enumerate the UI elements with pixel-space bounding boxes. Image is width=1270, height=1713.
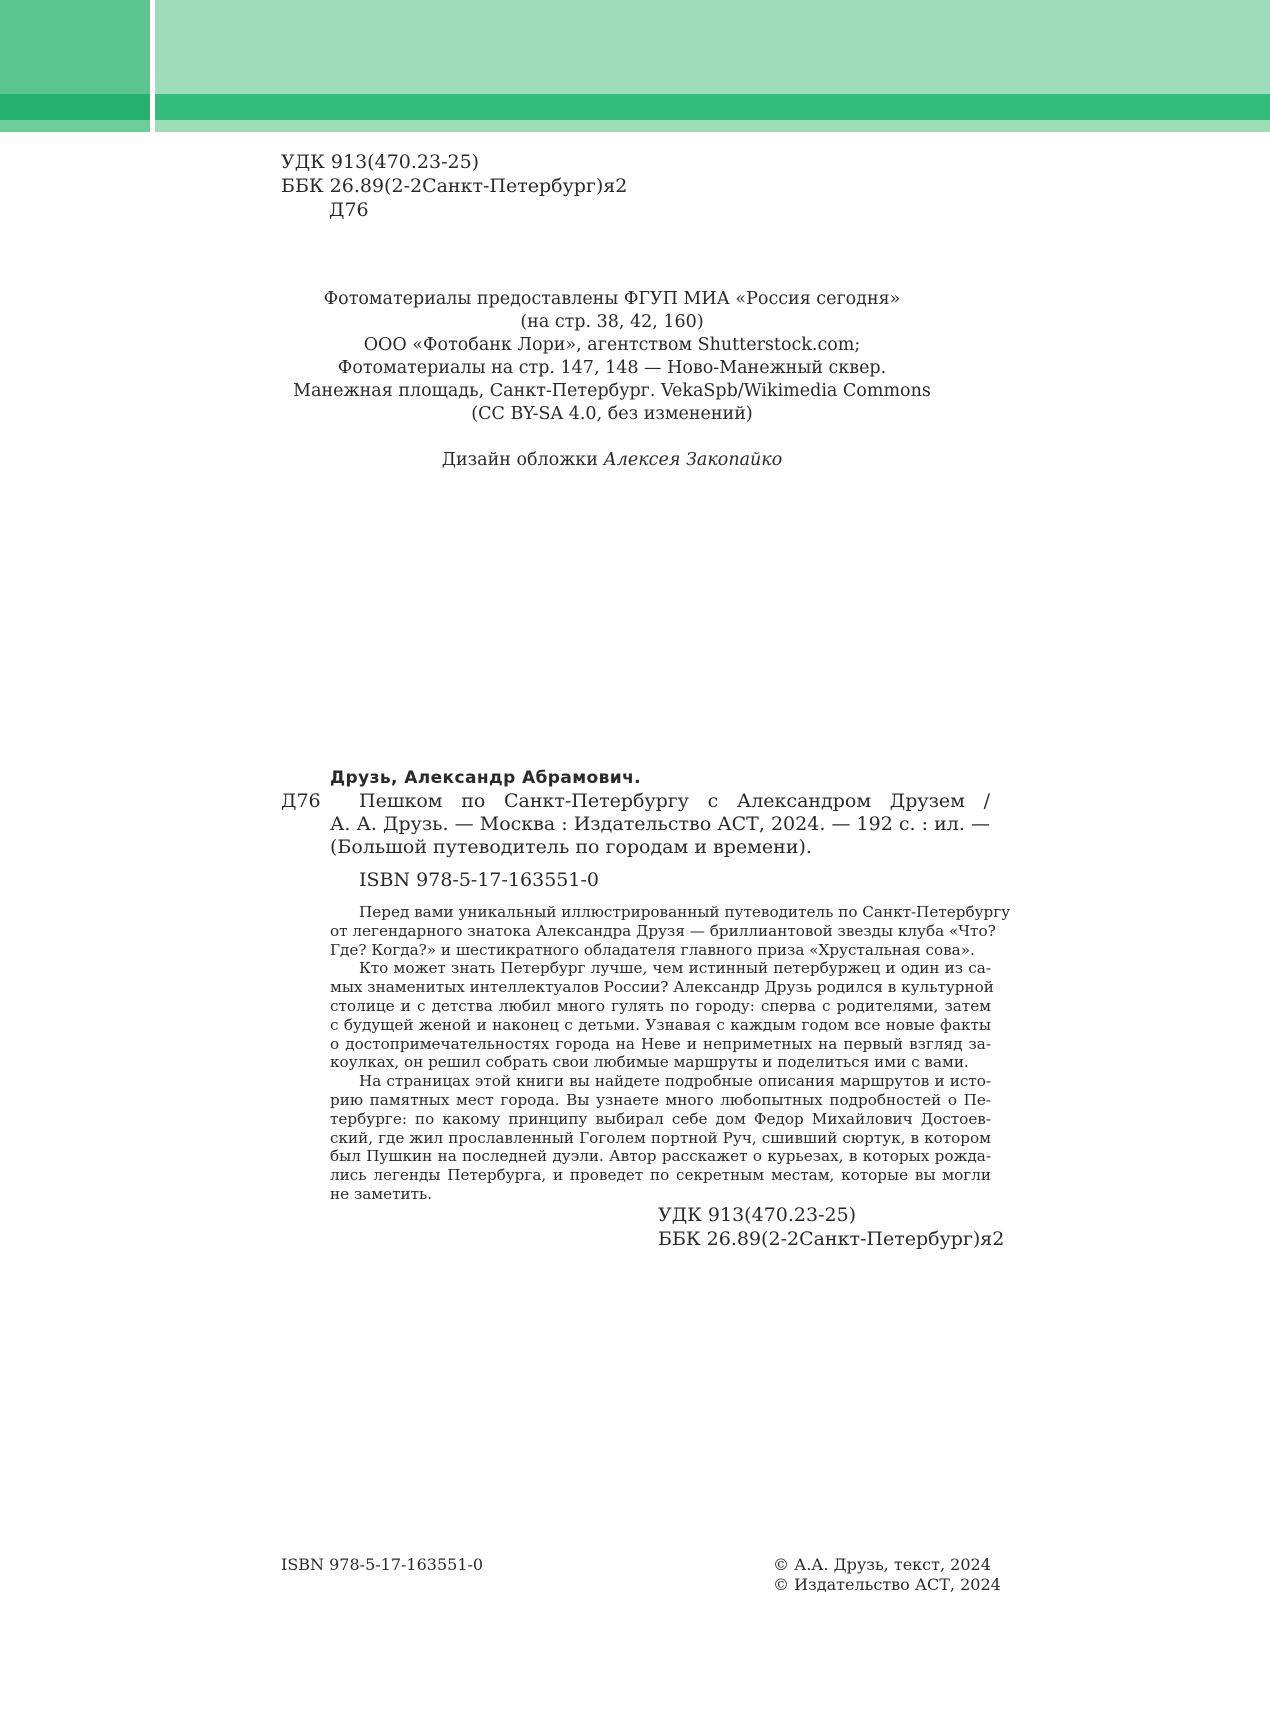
annotation-line: с будущей женой и наконец с детьми. Узнавая с каждым годом все новые факты xyxy=(330,1015,991,1034)
annotation-line: тербурге: по какому принципу выбирал себе дом Федор Михайлович Достоев- xyxy=(330,1109,991,1128)
credit-line: Фотоматериалы предоставлены ФГУП МИА «Россия сегодня» xyxy=(323,289,901,309)
record-line: Пешком по Санкт-Петербургу с Александром Друзем / xyxy=(359,790,990,812)
cover-design-credit xyxy=(260,449,964,472)
author-mark: Д76 xyxy=(329,199,369,221)
copyright-publisher: © Издательство АСТ, 2024 xyxy=(773,1575,1001,1594)
annotation-line: На страницах этой книги вы найдете подробные описания маршрутов и исто- xyxy=(359,1072,991,1091)
header-underline-right xyxy=(155,120,1270,132)
annotation xyxy=(330,903,1011,1204)
bbk-code: ББК 26.89(2-2Санкт-Петербург)я2 xyxy=(658,1228,1005,1250)
annotation-line: Где? Когда?» и шестикратного обладателя главного приза «Хрустальная сова». xyxy=(330,940,975,959)
annotation-line: столице и с детства любил много гулять по городу: сперва с родителями, затем xyxy=(330,996,991,1015)
annotation-line: Перед вами уникальный иллюстрированный путеводитель по Санкт-Петербургу xyxy=(359,903,1011,921)
record-line: А. А. Друзь. — Москва : Издательство АСТ, 2024. — 192 с. : ил. — xyxy=(330,813,990,835)
cover-designer: Алексея Закопайко xyxy=(603,450,783,470)
record-author: Друзь, Александр Абрамович. xyxy=(330,768,642,788)
cover-label: Дизайн обложки xyxy=(441,450,598,470)
annotation-line: о достопримечательностях города на Неве и неприметных на первый взгляд за- xyxy=(330,1034,991,1053)
header-strip-right xyxy=(155,94,1270,120)
annotation-line: лись легенды Петербурга, и проведет по секретным местам, которые вы могли xyxy=(330,1166,991,1185)
classification-top xyxy=(281,150,627,222)
header-strip-left xyxy=(0,94,150,120)
record-line: (Большой путеводитель по городам и времени). xyxy=(330,836,812,858)
header-band-left xyxy=(0,0,150,94)
photo-credits xyxy=(260,288,964,426)
annotation-line: был Пушкин на последней дуэли. Автор расскажет о курьезах, в которых рожда- xyxy=(330,1147,991,1166)
annotation-line: Кто может знать Петербург лучше, чем истинный петербуржец и один из са- xyxy=(359,959,991,978)
annotation-line: ский, где жил прославленный Гоголем портной Руч, сшивший сюртук, в котором xyxy=(330,1128,991,1147)
bibliographic-record xyxy=(281,767,990,892)
annotation-line: коулках, он решил собрать свои любимые маршруты и поделиться ими с вами. xyxy=(330,1053,969,1072)
bbk-code: ББК 26.89(2-2Санкт-Петербург)я2 xyxy=(281,175,628,197)
annotation-line: рию памятных мест города. Вы узнаете много любопытных подробностей о Пе- xyxy=(330,1090,991,1109)
footer-copyright xyxy=(773,1555,1001,1595)
record-isbn: ISBN 978-5-17-163551-0 xyxy=(359,869,599,891)
udk-code: УДК 913(470.23-25) xyxy=(658,1204,857,1226)
record-code: Д76 xyxy=(281,790,321,812)
header-band-right xyxy=(155,0,1270,94)
credit-line: (на стр. 38, 42, 160) xyxy=(520,312,704,332)
footer-isbn: ISBN 978-5-17-163551-0 xyxy=(281,1555,484,1574)
header-underline-left xyxy=(0,120,150,132)
annotation-line: от легендарного знатока Александра Друзя — бриллиантовой звезды клуба «Что? xyxy=(330,921,996,940)
annotation-line: не заметить. xyxy=(330,1184,433,1203)
credit-line: Манежная площадь, Санкт-Петербург. VekaSpb/Wikimedia Commons xyxy=(293,381,931,401)
credit-line: ООО «Фотобанк Лори», агентством Shutterstock.com; xyxy=(363,335,861,355)
annotation-line: мых знаменитых интеллектуалов России? Александр Друзь родился в культурной xyxy=(330,978,994,997)
record-entry xyxy=(281,790,990,859)
udk-code: УДК 913(470.23-25) xyxy=(281,151,480,173)
header-divider xyxy=(150,0,155,132)
copyright-text: © А.А. Друзь, текст, 2024 xyxy=(773,1555,991,1574)
credit-line: Фотоматериалы на стр. 147, 148 — Ново-Манежный сквер. xyxy=(337,358,887,378)
credit-line: (CC BY-SA 4.0, без изменений) xyxy=(471,404,753,424)
classification-bottom xyxy=(658,1203,1004,1251)
